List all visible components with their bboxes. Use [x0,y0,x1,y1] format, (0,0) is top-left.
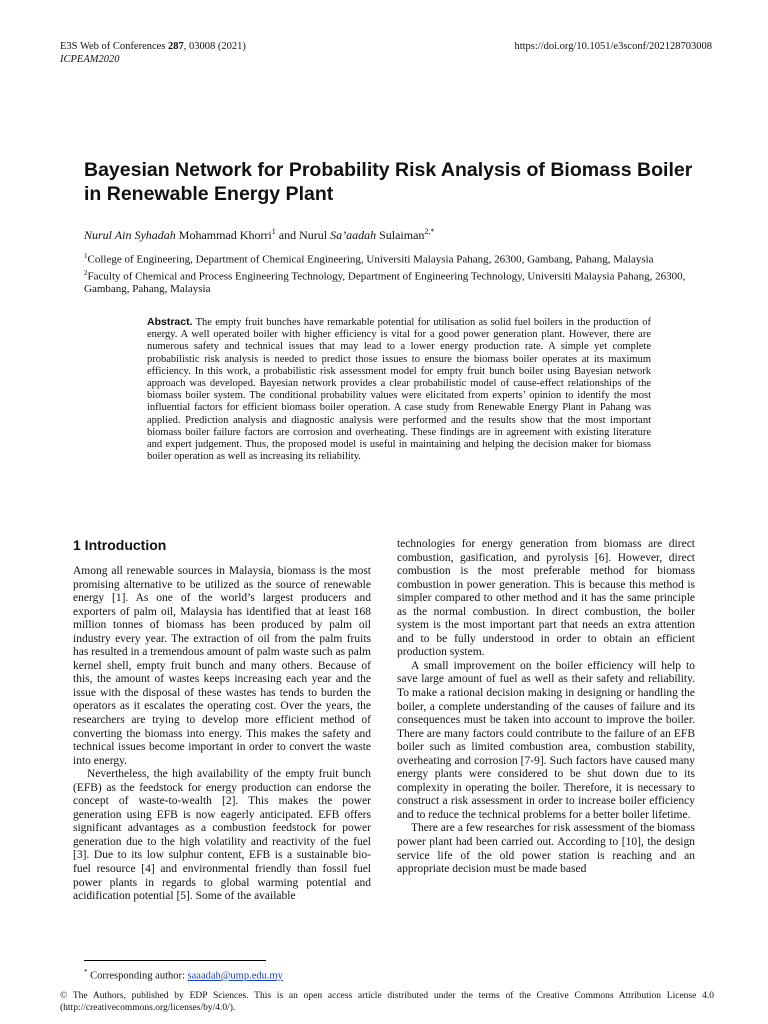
author-2-given: Sa’aadah [330,228,377,242]
paper-title: Bayesian Network for Probability Risk Analysis of Biomass Boiler in Renewable Energy Plant [84,159,693,205]
affiliations [84,250,690,296]
journal-volume: 287 [168,41,184,52]
section-heading-introduction: 1 Introduction [73,537,167,553]
author-1-given: Nurul Ain Syhadah [84,228,176,242]
article-number: , 03008 (2021) [183,41,246,52]
author-2-affil: 2,* [424,227,435,236]
body-column-right [397,538,695,877]
paragraph: Among all renewable sources in Malaysia, biomass is the most promising alternative to be utilized as the source of renewable energy [1]. As one of the world’s largest producers and exporters of palm oil, Malaysia has identified that at least 168 million tonnes of biomass has been produced by palm oil industry every year. The extraction of oil from the palm fruits has resulted in a tremendous amount of palm waste such as palm kernel shell, empty fruit bunch and many others. Because of this, the amount of wastes keeps increasing each year and the issue with the disposal of these wastes has tends to burden the operators as it escalates the operating cost. Over the years, the researchers are trying to develop more efficient method of converting the biomass into energy. This makes the safety and technical issues become important in order to convert the waste into energy. [73,565,371,767]
author-1-family: Mohammad Khorri [175,228,272,242]
paragraph: Nevertheless, the high availability of the empty fruit bunch (EFB) as the feedstock for energy production can endorse the concept of waste-to-wealth [2]. This makes the power generation using EFB is now eagerly anticipated. EFB offers significant advantages as a combustion feedstock for power generation due to the high volatility and reactivity of the fuel [3]. Due to its low sulphur content, EFB is a sustainable bio- fuel resource [4] and environmental friendly than fossil fuel power plants in regards to global warming potential and acidification potential [5]. Some of the available [73,768,371,903]
running-header-journal [60,40,246,66]
footnote-divider [84,960,266,961]
paragraph: There are a few researches for risk assessment of the biomass power plant had been carried out. According to [10], the design service life of the old power station is reaching and an appropriate decision must be made based [397,822,695,876]
author-2-family: Sulaiman [376,228,425,242]
corresponding-author-footnote: * Corresponding author: saaadah@ump.edu.my [84,968,283,982]
doi-link[interactable]: https://doi.org/10.1051/e3sconf/202128703008 [514,41,712,52]
journal-name: E3S Web of Conferences [60,41,169,52]
affiliation-1: $^1$College of Engineering, Department of Chemical Engineering, Universiti Malaysia Pahang, 26300, Gambang, Pahang, Malaysia [84,252,654,266]
author-conjunction: and Nurul [275,228,331,242]
abstract-text: The empty fruit bunches have remarkable potential for utilisation as solid fuel boilers in the production of energy. A well operated boiler with higher efficiency is vital for a good power generation plant. However, there are numerous safety and technical issues that may lead to a lower energy production rate. A simple yet complete probabilistic risk analysis is needed to predict those issues to ensure the biomass boiler operates at its maximum efficiency. In this work, a probabilistic risk assessment model for empty fruit bunch boiler using Bayesian network approach was developed. Bayesian network provides a clear probabilistic model of cause-effect relationships of the biomass boiler system. The conditional probability values were elicitated from experts’ opinion to identify the most influential factors for efficient biomass boiler operation. A case study from Renewable Energy Plant in Pahang was applied. Prediction analysis and diagnostic analysis were performed and the results show that the most important biomass boiler failure factors are corrosion and overheating. These findings are in agreement with existing literature and expert judgement. Thus, the proposed model is useful in maintaining and helping the decision maker for biomass boiler operation as well as increasing its reliability. [147,317,651,463]
license-notice: © The Authors, published by EDP Sciences. This is an open access article distributed under the terms of the Creative Commons Attribution License 4.0 (http://creativecommons.org/licenses/by/4.0/). [60,991,714,1013]
abstract-label: Abstract. [147,316,193,328]
corresponding-email-link[interactable]: saaadah@ump.edu.my [187,970,283,982]
paragraph: A small improvement on the boiler efficiency will help to save large amount of fuel as well as their safety and reliability. To make a rational decision making in designing or handling the boiler, a complete understanding of the causes of failure and its consequences must be taken into account to improve the boiler. There are many factors could contribute to the failure of an EFB boiler such as limited combustion area, combustion stability, overheating and corrosion [7-9]. Such factors have caused many energy plants were considered to be shut down due to its complexity in operating the boiler. Therefore, it is necessary to construct a risk assessment in order to increase boiler efficiency and to reduce the technical problems for a better boiler lifetime. [397,659,695,821]
author-1-affil: 1 [271,227,276,236]
paragraph: technologies for energy generation from biomass are direct combustion, gasification, and pyrolysis [6]. However, direct combustion is the most preferable method for biomass combustion in power generation. This is because this method is simpler compared to other method and it has the same principle as the normal combustion. In direct combustion, the boiler system is the most important part that needs an extra attention and to be fully understood in order to obtain an efficient production system. [397,538,695,659]
abstract [147,316,651,463]
affiliation-2: $^2$Faculty of Chemical and Process Engineering Technology, Department of Engineering Technology, Universiti Malaysia Pahang, 26300, Gambang, Pahang, Malaysia [84,268,686,296]
body-column-left [73,565,371,904]
conference-name: ICPEAM2020 [60,54,120,65]
author-list [84,224,434,243]
